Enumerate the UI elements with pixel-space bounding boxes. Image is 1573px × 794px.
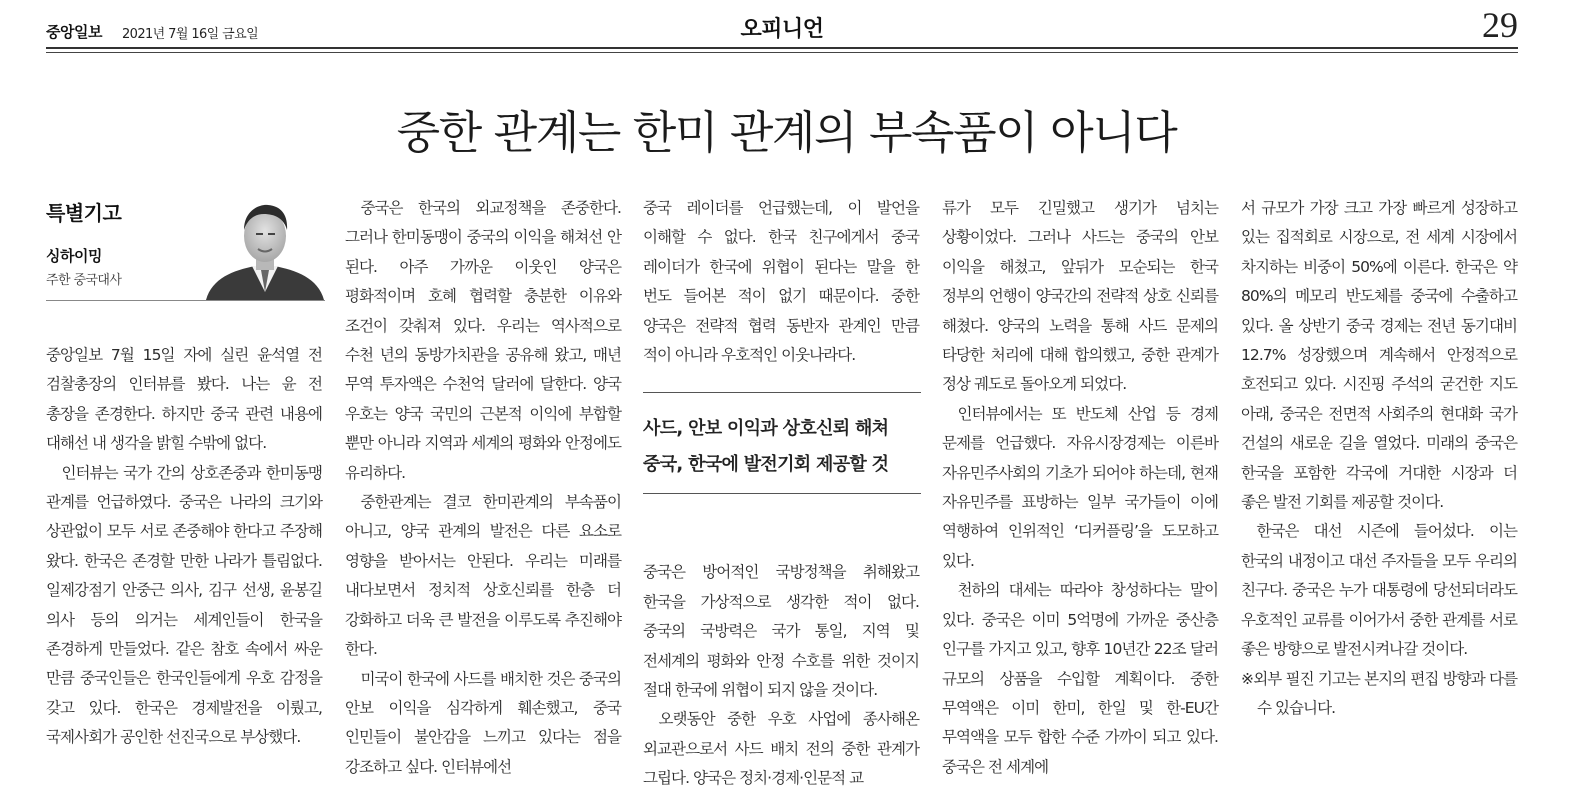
subheadline-1: 사드, 안보 이익과 상호신뢰 해쳐 <box>643 418 889 439</box>
masthead-rule-thick <box>46 47 1518 49</box>
paragraph: 인터뷰에서는 또 반도체 산업 등 경제 문제를 언급했다. 자유시장경제는 이른바 자유민주사회의 기초가 되어야 하는데, 현재 자유민주를 표방하는 일부 국가들이 이에 역행하여 인위적인 ‘디커플링’을 도모하고 있다. <box>942 404 1218 570</box>
paragraph: 오랫동안 중한 우호 사업에 종사해온 외교관으로서 사드 배치 전의 중한 관계가 그립다. 양국은 정치·경제·인문적 교 <box>643 710 919 788</box>
paragraph: 중국 레이더를 언급했는데, 이 발언을 이해할 수 없다. 한국 친구에게서 중국 레이더가 한국에 위협이 된다는 말을 한 번도 들어본 적이 없기 때문이다. 중한 양국은 전략적 협력 동반자 관계인 만큼 적이 아니라 우호적인 이웃나라다. <box>643 199 919 365</box>
paragraph: 한국은 대선 시즌에 들어섰다. 이는 한국의 내정이고 대선 주자들을 모두 우리의 친구다. 중국은 누가 대통령에 당선되더라도 우호적인 교류를 이어가서 중한 관계를 서로 좋은 방향으로 발전시켜나갈 것이다. <box>1241 522 1517 659</box>
masthead <box>46 0 1518 52</box>
section-title: 오피니언 <box>740 17 824 42</box>
masthead-rule-thin <box>46 52 1518 53</box>
paragraph: 류가 모두 긴밀했고 생기가 넘치는 상황이었다. 그러나 사드는 중국의 안보 이익을 해쳤고, 앞뒤가 모순되는 한국 정부의 언행이 양국간의 전략적 상호 신뢰를 해쳤다. 양국의 노력을 통해 사드 문제의 타당한 처리에 대해 합의했고, 중한 관계가 정상 궤도로 돌아오게 되었다. <box>942 199 1218 394</box>
paragraph: 천하의 대세는 따라야 창성하다는 말이 있다. 중국은 이미 5억명에 가까운 중산층 인구를 가지고 있고, 향후 10년간 22조 달러 규모의 상품을 수입할 계획이다. 중한 무역액은 이미 한미, 한일 및 한-EU간 무역액을 모두 합한 수준 가까이 되고 있다. 중국은 전 세계에 <box>942 581 1218 776</box>
paragraph: 인터뷰는 국가 간의 상호존중과 한미동맹 관계를 언급하였다. 중국은 나라의 크기와 상관없이 모두 서로 존중해야 한다고 주장해 왔다. 한국은 존경할 만한 나라가 틀림없다. 일제강점기 안중근 의사, 김구 선생, 윤봉길 의사 등의 의거는 세계인들이 한국을 존경하게 만들었다. 같은 참호 속에서 싸운 만큼 중국인들은 한국인들에게 우호 감정을 갖고 있다. 한국은 경제발전을 이뤘고, 국제사회가 공인한 선진국으로 부상했다. <box>46 463 322 747</box>
page-number: 29 <box>1482 5 1518 45</box>
issue-date: 2021년 7월 16일 금요일 <box>122 27 259 42</box>
paragraph: 중국은 방어적인 국방정책을 취해왔고 한국을 가상적으로 생각한 적이 없다. 중국의 국방력은 국가 통일, 지역 및 전세계의 평화와 안정 수호를 위한 것이지 절대 한국에 위협이 되지 않을 것이다. <box>643 563 919 700</box>
text-column-4 <box>942 194 1218 782</box>
text-column-1 <box>46 341 322 753</box>
newspaper-name: 중앙일보 <box>46 23 102 41</box>
text-column-2 <box>345 194 621 782</box>
article-headline: 중한 관계는 한미 관계의 부속품이 아니다 <box>396 106 1177 159</box>
paragraph: 미국이 한국에 사드를 배치한 것은 중국의 안보 이익을 심각하게 훼손했고, 중국 인민들이 불안감을 느끼고 있다는 점을 강조하고 싶다. 인터뷰에선 <box>345 669 621 776</box>
subheadline-box <box>643 392 921 494</box>
author-title: 주한 중국대사 <box>46 273 122 288</box>
author-portrait <box>204 200 326 300</box>
paragraph: 서 규모가 가장 크고 가장 빠르게 성장하고 있는 집적회로 시장으로, 전 세계 시장에서 차지하는 비중이 50%에 이른다. 한국은 약 80%의 메모리 반도체를 중국에 수출하고 있다. 올 상반기 중국 경제는 전년 동기대비 12.7% 성장했으며 계속해서 안정적으로 호전되고 있다. 시진핑 주석의 굳건한 지도 아래, 중국은 전면적 사회주의 현대화 국가 건설의 새로운 길을 열었다. 미래의 중국은 한국을 포함한 각국에 거대한 시장과 더 좋은 발전 기회를 제공할 것이다. <box>1241 199 1517 512</box>
text-column-5 <box>1241 194 1517 723</box>
subheadline-2: 중국, 한국에 발전기회 제공할 것 <box>643 454 889 475</box>
paragraph: 중한관계는 결코 한미관계의 부속품이 아니고, 양국 관계의 발전은 다른 요소로 영향을 받아서는 안된다. 우리는 미래를 내다보면서 정치적 상호신뢰를 한층 더 강화하고 더욱 큰 발전을 이루도록 추진해야 한다. <box>345 493 621 659</box>
paragraph: 중앙일보 7월 15일 자에 실린 윤석열 전 검찰총장의 인터뷰를 봤다. 나는 윤 전 총장을 존경한다. 하지만 중국 관련 내용에 대해선 내 생각을 밝힐 수밖에 없다. <box>46 346 322 453</box>
editorial-note: ※외부 필진 기고는 본지의 편집 방향과 다를 수 있습니다. <box>1241 669 1517 717</box>
article-kind: 특별기고 <box>46 201 122 225</box>
author-name: 싱하이밍 <box>46 247 102 265</box>
byline-box <box>46 194 325 301</box>
paragraph: 중국은 한국의 외교정책을 존중한다. 그러나 한미동맹이 중국의 이익을 해쳐선 안 된다. 아주 가까운 이웃인 양국은 평화적이며 호혜 협력할 충분한 이유와 조건이 갖춰져 있다. 우리는 역사적으로 수천 년의 동방가치관을 공유해 왔고, 매년 무역 투자액은 수천억 달러에 달한다. 양국 우호는 양국 국민의 근본적 이익에 부합할 뿐만 아니라 지역과 세계의 평화와 안정에도 유리하다. <box>345 199 621 482</box>
